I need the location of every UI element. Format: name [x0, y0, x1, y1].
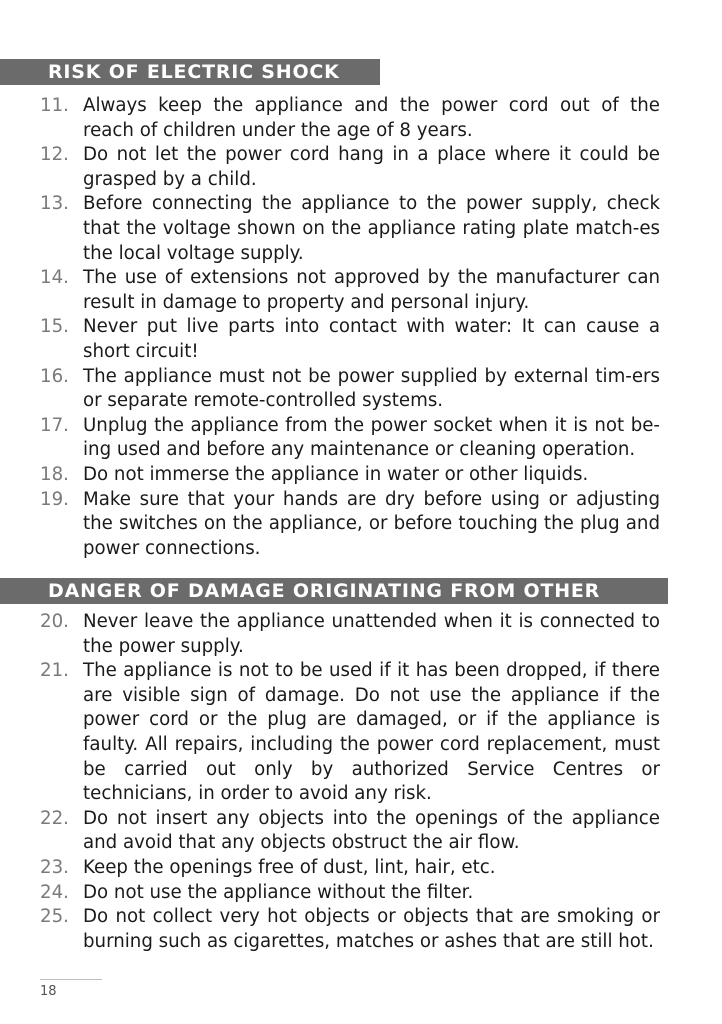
list-item	[40, 881, 660, 906]
section-header-other-damage: DANGER OF DAMAGE ORIGINATING FROM OTHER	[0, 578, 668, 604]
list-item	[40, 365, 660, 414]
item-number: 20.	[40, 611, 69, 632]
item-number: 25.	[40, 906, 69, 928]
item-text: The appliance is not to be used if it has been dropped, if there are visible sign of damage. Do not use the appliance if the power cord or the plug are damaged, or if the appliance is faulty. All repairs, including the power cord replacement, must be carried out only by authorized Service Centres or technicians, in order to avoid any risk.	[83, 660, 660, 805]
item-text: The appliance must not be power supplied by external tim-ers or separate remote-controlled systems.	[83, 365, 660, 412]
list-item	[40, 94, 660, 143]
list-item	[40, 315, 660, 364]
item-number: 11.	[40, 95, 69, 116]
list-item	[40, 610, 660, 659]
page-number: 18	[40, 984, 57, 999]
safety-list-electric-shock	[40, 94, 660, 561]
item-number: 18.	[40, 463, 69, 485]
item-number: 14.	[40, 267, 69, 289]
item-number: 21.	[40, 660, 69, 682]
list-item	[40, 488, 660, 562]
item-text: Never put live parts into contact with water: It can cause a short circuit!	[83, 316, 660, 362]
list-item	[40, 905, 660, 954]
list-item	[40, 807, 660, 856]
list-item	[40, 192, 660, 266]
item-text: Do not insert any objects into the openings of the appliance and avoid that any objects obstruct the air flow.	[83, 807, 660, 854]
footer-rule	[40, 979, 102, 980]
list-item	[40, 659, 660, 807]
item-text: Do not let the power cord hang in a place where it could be grasped by a child.	[83, 144, 660, 190]
item-text: Do not collect very hot objects or objects that are smoking or burning such as cigarettes, matches or ashes that are still hot.	[83, 906, 660, 952]
item-number: 15.	[40, 316, 69, 338]
item-text: Do not use the appliance without the filter.	[83, 881, 474, 903]
item-text: Never leave the appliance unattended when it is connected to the power supply.	[83, 611, 660, 657]
list-item	[40, 856, 660, 881]
item-number: 23.	[40, 856, 69, 878]
item-number: 19.	[40, 488, 69, 510]
list-item	[40, 463, 660, 488]
item-number: 13.	[40, 193, 69, 215]
item-number: 12.	[40, 144, 69, 166]
list-item	[40, 266, 660, 315]
item-text: Unplug the appliance from the power socket when it is not be-ing used and before any maintenance or cleaning operation.	[83, 414, 660, 461]
item-number: 24.	[40, 881, 69, 903]
item-number: 17.	[40, 414, 69, 436]
item-text: Make sure that your hands are dry before using or adjusting the switches on the appliance, or before touching the plug and power connections.	[83, 488, 660, 559]
item-text: Before connecting the appliance to the power supply, check that the voltage shown on the appliance rating plate match-es the local voltage supply.	[83, 193, 660, 264]
item-text: Always keep the appliance and the power cord out of the reach of children under the age of 8 years.	[83, 95, 660, 141]
section-header-electric-shock: RISK OF ELECTRIC SHOCK	[0, 59, 380, 85]
list-item	[40, 143, 660, 192]
list-item	[40, 414, 660, 463]
item-text: The use of extensions not approved by the manufacturer can result in damage to property and personal injury.	[83, 267, 660, 313]
item-text: Keep the openings free of dust, lint, hair, etc.	[83, 856, 496, 878]
item-number: 22.	[40, 807, 69, 829]
item-text: Do not immerse the appliance in water or other liquids.	[83, 463, 589, 485]
item-number: 16.	[40, 365, 69, 387]
safety-list-other-damage	[40, 610, 660, 954]
